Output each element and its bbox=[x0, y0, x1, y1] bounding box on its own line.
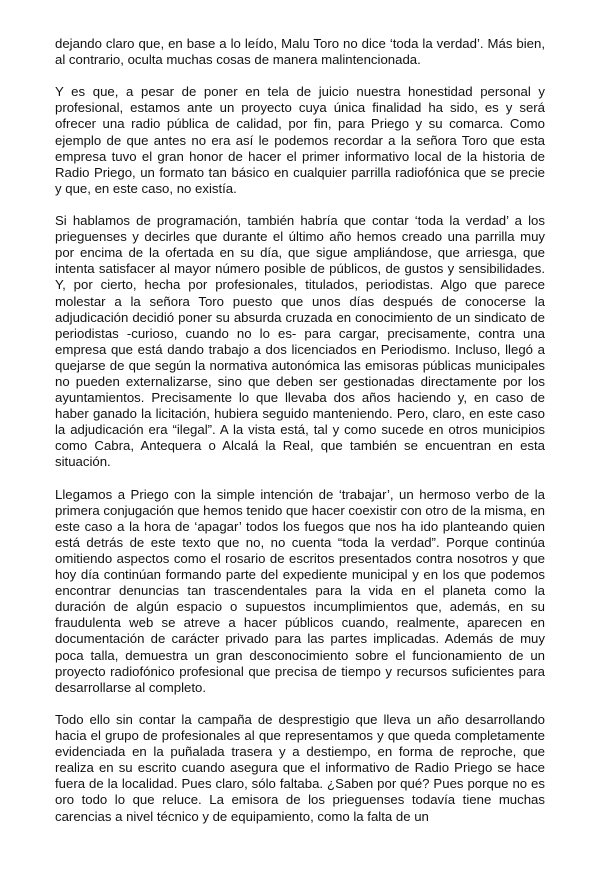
paragraph-5: Todo ello sin contar la campaña de desprestigio que lleva un año desarrollando hacia el grupo de profesionales al que representamos y que queda completamente evidenciada en la puñalada trasera y a destiempo, en forma de reproche, que realiza en su escrito cuando asegura que el informativo de Radio Priego se hace fuera de la localidad. Pues claro, sólo faltaba. ¿Saben por qué? Pues porque no es oro todo lo que reluce. La emisora de los prieguenses todavía tiene muchas carencias a nivel técnico y de equipamiento, como la falta de un bbox=[55, 711, 545, 824]
paragraph-1: dejando claro que, en base a lo leído, Malu Toro no dice ‘toda la verdad’. Más bien, al contrario, oculta muchas cosas de manera malintencionada. bbox=[55, 36, 545, 68]
paragraph-2: Y es que, a pesar de poner en tela de juicio nuestra honestidad personal y profesional, estamos ante un proyecto cuya única finalidad ha sido, es y será ofrecer una radio pública de calidad, por fin, para Priego y su comarca. Como ejemplo de que antes no era así le podemos recordar a la señora Toro que esta empresa tuvo el gran honor de hacer el primer informativo local de la historia de Radio Priego, un formato tan básico en cualquier parrilla radiofónica que se precie y que, en este caso, no existía. bbox=[55, 84, 545, 196]
paragraph-3: Si hablamos de programación, también habría que contar ‘toda la verdad’ a los prieguenses y decirles que durante el último año hemos creado una parrilla muy por encima de la ofertada en su día, que sigue ampliándose, que arriesga, que intenta satisfacer al mayor número posible de públicos, de gustos y sensibilidades. Y, por cierto, hecha por profesionales, titulados, periodistas. Algo que parece molestar a la señora Toro puesto que unos días después de conocerse la adjudicación decidió poner su absurda cruzada en conocimiento de un sindicato de periodistas -curioso, cuando no lo es- para cargar, precisamente, contra una empresa que está dando trabajo a dos licenciados en Periodismo. Incluso, llegó a quejarse de que según la normativa autonómica las emisoras públicas municipales no pueden externalizarse, sino que deben ser gestionadas directamente por los ayuntamientos. Precisamente lo que llevaba dos años haciendo y, en caso de haber ganado la licitación, hubiera seguido manteniendo. Pero, claro, en este caso la adjudicación era “ilegal”. A la vista está, tal y como sucede en otros municipios como Cabra, Antequera o Alcalá la Real, que también se encuentran en esta situación. bbox=[55, 213, 545, 470]
paragraph-4: Llegamos a Priego con la simple intención de ‘trabajar’, un hermoso verbo de la primera conjugación que hemos tenido que hacer coexistir con otro de la misma, en este caso a la hora de ‘apagar’ todos los fuegos que nos ha ido planteando quien está detrás de este texto que no, no cuenta “toda la verdad”. Porque continúa omitiendo aspectos como el rosario de escritos presentados contra nosotros y que hoy día continúan formando parte del expediente municipal y en los que podemos encontrar denuncias tan trascendentales para la vida en el planeta como la duración de algún espacio o supuestos incumplimientos que, además, en su fraudulenta web se atreve a hacer públicos cuando, realmente, aparecen en documentación de carácter privado para las partes implicadas. Además de muy poca talla, demuestra un gran desconocimiento sobre el funcionamiento de un proyecto radiofónico profesional que precisa de tiempo y recursos suficientes para desarrollarse al completo. bbox=[55, 486, 545, 695]
document-body bbox=[55, 36, 545, 841]
